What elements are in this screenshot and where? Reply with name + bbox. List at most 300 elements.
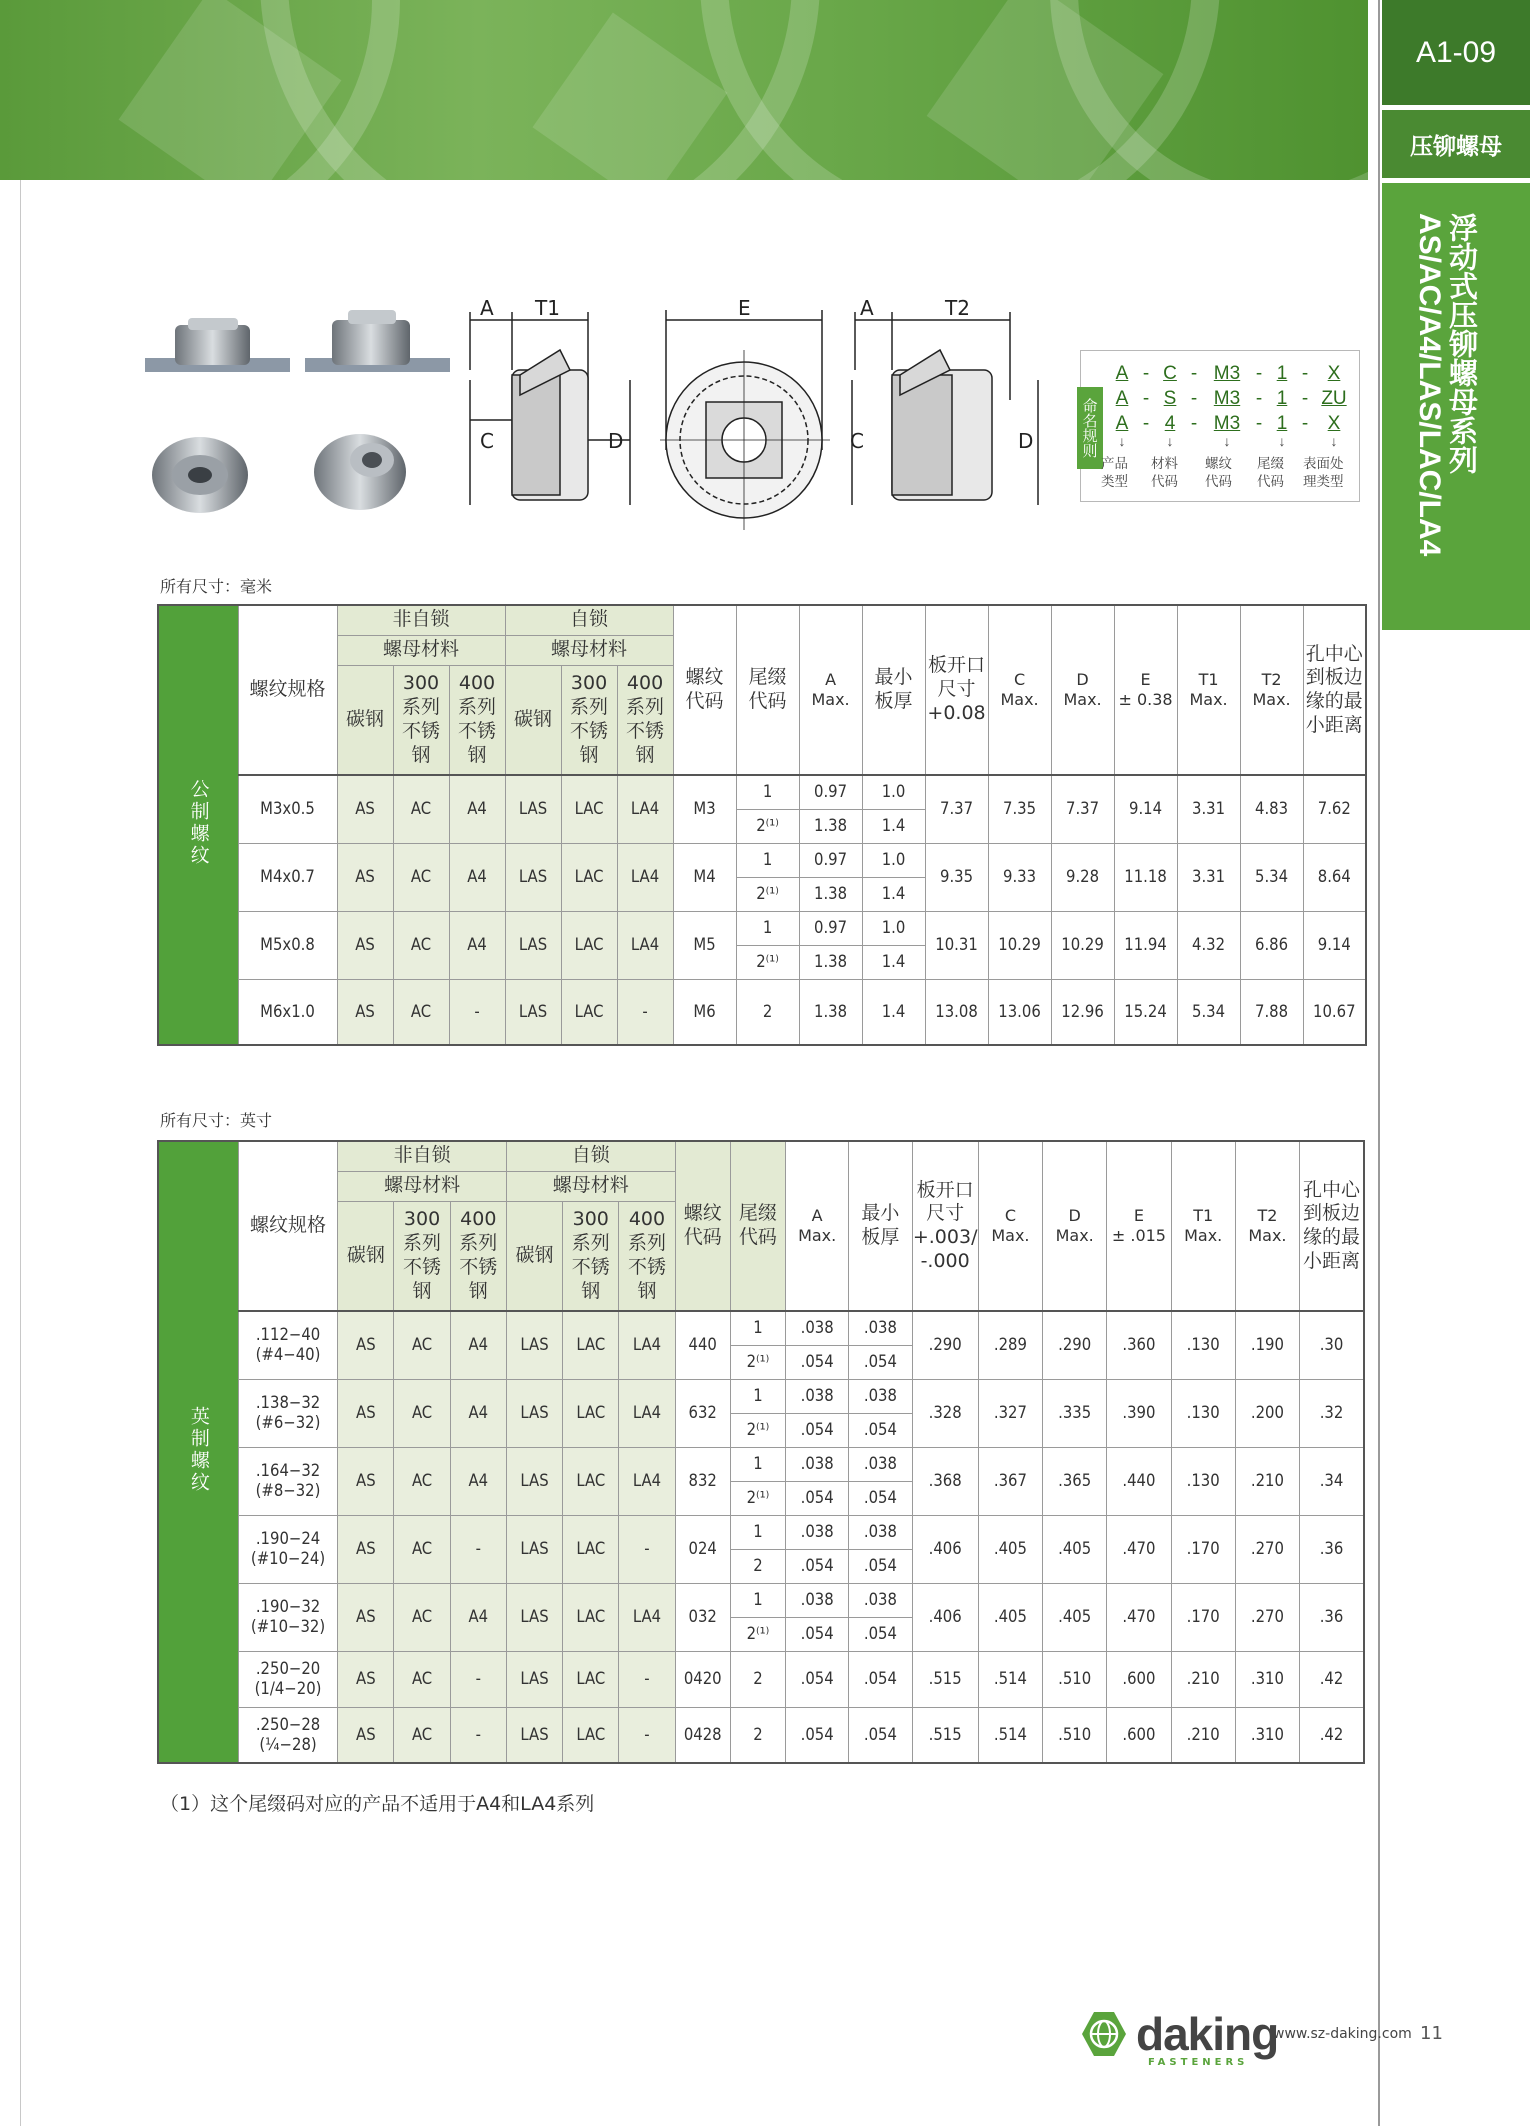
row-t2: .310 bbox=[1235, 1651, 1299, 1707]
row-suffix: 1 bbox=[730, 1379, 785, 1413]
front-view-drawing bbox=[660, 310, 830, 530]
row-part-la4: LA4 bbox=[619, 1379, 675, 1447]
row-suffix: 2⁽¹⁾ bbox=[730, 1345, 785, 1379]
row-suffix: 1 bbox=[730, 1583, 785, 1617]
row-c: .367 bbox=[978, 1447, 1042, 1515]
row-a-max: 0.97 bbox=[799, 843, 862, 877]
row-part-lac: LAC bbox=[563, 1515, 619, 1583]
row-t2: 6.86 bbox=[1240, 911, 1303, 979]
header-d-max: D Max. bbox=[1043, 1141, 1107, 1311]
row-min-sheet: .038 bbox=[849, 1379, 912, 1413]
row-part-las: LAS bbox=[505, 979, 561, 1045]
header-material-nonlock: 螺母材料 bbox=[337, 635, 505, 665]
row-edge: .36 bbox=[1300, 1583, 1364, 1651]
naming-rule-row bbox=[1111, 413, 1351, 435]
row-thread-code: 032 bbox=[675, 1583, 730, 1651]
header-t1-max: T1 Max. bbox=[1177, 605, 1240, 775]
row-a-max: 1.38 bbox=[799, 809, 862, 843]
row-part-las: LAS bbox=[506, 1379, 562, 1447]
brand-name: daking bbox=[1136, 2008, 1279, 2060]
row-c: .405 bbox=[978, 1583, 1042, 1651]
row-part-a4: A4 bbox=[450, 1311, 506, 1379]
row-d: .510 bbox=[1043, 1651, 1107, 1707]
row-part-la4: - bbox=[619, 1515, 675, 1583]
row-t1: .130 bbox=[1171, 1379, 1235, 1447]
side-label-text: 公制螺纹 bbox=[187, 778, 210, 867]
row-min-sheet: .054 bbox=[849, 1481, 912, 1515]
naming-token: - bbox=[1301, 388, 1309, 409]
row-part-las: LAS bbox=[505, 911, 561, 979]
row-part-la4: LA4 bbox=[617, 843, 673, 911]
row-edge: 7.62 bbox=[1303, 775, 1366, 843]
series-codes: AS/AC/A4/LAS/LAC/LA4 bbox=[1413, 213, 1446, 557]
row-t1: .130 bbox=[1171, 1311, 1235, 1379]
brand-sub: FASTENERS bbox=[1148, 2057, 1249, 2068]
header-material-s300: 300 系列 不锈 钢 bbox=[561, 665, 617, 775]
row-thread-code: 440 bbox=[675, 1311, 730, 1379]
row-t1: 4.32 bbox=[1177, 911, 1240, 979]
header-thread-spec: 螺纹规格 bbox=[238, 605, 337, 775]
header-d-max: D Max. bbox=[1051, 605, 1114, 775]
row-part-a4: A4 bbox=[450, 1379, 506, 1447]
row-edge: .32 bbox=[1300, 1379, 1364, 1447]
row-e: .470 bbox=[1107, 1583, 1171, 1651]
row-part-as: AS bbox=[338, 1651, 394, 1707]
row-c: 13.06 bbox=[988, 979, 1051, 1045]
row-suffix: 1 bbox=[736, 911, 799, 945]
row-part-la4: - bbox=[619, 1651, 675, 1707]
header-min-sheet: 最小 板厚 bbox=[849, 1141, 912, 1311]
row-min-sheet: .038 bbox=[849, 1515, 912, 1549]
row-edge: .34 bbox=[1300, 1447, 1364, 1515]
row-e: .470 bbox=[1107, 1515, 1171, 1583]
row-a-max: .038 bbox=[786, 1379, 849, 1413]
row-c: .327 bbox=[978, 1379, 1042, 1447]
row-suffix: 2 bbox=[730, 1707, 785, 1763]
row-part-as: AS bbox=[337, 775, 393, 843]
section-drawing-1 bbox=[470, 312, 630, 505]
row-a-max: 1.38 bbox=[799, 979, 862, 1045]
row-min-sheet: 1.0 bbox=[862, 911, 925, 945]
row-min-sheet: .054 bbox=[849, 1549, 912, 1583]
row-part-as: AS bbox=[338, 1379, 394, 1447]
imperial-spec-table bbox=[157, 1140, 1365, 1764]
header-material-s300: 300 系列 不锈 钢 bbox=[394, 1201, 450, 1311]
header-edge-distance: 孔中心 到板边 缘的最 小距离 bbox=[1300, 1141, 1364, 1311]
naming-token: 1 bbox=[1276, 388, 1288, 409]
row-part-ac: AC bbox=[393, 911, 449, 979]
row-part-las: LAS bbox=[506, 1583, 562, 1651]
imperial-unit-note: 所有尺寸：英寸 bbox=[160, 1111, 273, 1130]
row-min-sheet: .054 bbox=[849, 1413, 912, 1447]
row-part-las: LAS bbox=[506, 1447, 562, 1515]
naming-arrows bbox=[1111, 433, 1351, 449]
label-t1: T1 bbox=[535, 296, 560, 320]
row-part-lac: LAC bbox=[561, 843, 617, 911]
row-suffix: 2⁽¹⁾ bbox=[736, 877, 799, 911]
naming-token: - bbox=[1190, 363, 1198, 384]
product-drawings bbox=[140, 280, 1080, 540]
label-e: E bbox=[738, 296, 751, 320]
row-part-as: AS bbox=[338, 1707, 394, 1763]
row-part-a4: A4 bbox=[450, 1447, 506, 1515]
row-a-max: .054 bbox=[786, 1481, 849, 1515]
row-hole: .515 bbox=[912, 1707, 978, 1763]
header-material-s300: 300 系列 不锈 钢 bbox=[563, 1201, 619, 1311]
row-suffix: 2⁽¹⁾ bbox=[730, 1481, 785, 1515]
side-label-text: 英制螺纹 bbox=[187, 1405, 210, 1494]
row-a-max: .038 bbox=[786, 1583, 849, 1617]
row-part-as: AS bbox=[338, 1583, 394, 1651]
label-d-2: D bbox=[1018, 429, 1034, 453]
page-code: A1-09 bbox=[1382, 0, 1530, 105]
row-min-sheet: .038 bbox=[849, 1447, 912, 1481]
header-c-max: C Max. bbox=[988, 605, 1051, 775]
row-thread-spec: M4x0.7 bbox=[238, 843, 337, 911]
row-min-sheet: .038 bbox=[849, 1583, 912, 1617]
row-d: .365 bbox=[1043, 1447, 1107, 1515]
row-t1: 3.31 bbox=[1177, 843, 1240, 911]
side-divider bbox=[1378, 0, 1380, 2126]
header-suffix-code: 尾缀 代码 bbox=[736, 605, 799, 775]
row-a-max: .054 bbox=[786, 1345, 849, 1379]
row-part-las: LAS bbox=[506, 1515, 562, 1583]
header-material-lock: 螺母材料 bbox=[506, 1171, 675, 1201]
row-t2: 5.34 bbox=[1240, 843, 1303, 911]
row-e: 15.24 bbox=[1114, 979, 1177, 1045]
down-arrow-icon bbox=[1133, 433, 1159, 449]
series-title-panel bbox=[1382, 183, 1530, 630]
down-arrow-icon: ↓ bbox=[1278, 433, 1286, 449]
header-material-nonlock: 螺母材料 bbox=[338, 1171, 507, 1201]
row-part-a4: - bbox=[449, 979, 505, 1045]
header-suffix-code: 尾缀 代码 bbox=[730, 1141, 785, 1311]
header-e: E ± 0.38 bbox=[1114, 605, 1177, 775]
naming-token: - bbox=[1301, 413, 1309, 434]
row-t2: 7.88 bbox=[1240, 979, 1303, 1045]
row-min-sheet: 1.4 bbox=[862, 979, 925, 1045]
header-hole-size: 板开口 尺寸 +0.08 bbox=[925, 605, 988, 775]
header-material-s400: 400 系列 不锈 钢 bbox=[619, 1201, 675, 1311]
row-suffix: 2⁽¹⁾ bbox=[736, 809, 799, 843]
row-edge: .30 bbox=[1300, 1311, 1364, 1379]
row-suffix: 2⁽¹⁾ bbox=[730, 1617, 785, 1651]
row-t1: .210 bbox=[1171, 1651, 1235, 1707]
naming-token: X bbox=[1327, 363, 1341, 384]
row-edge: .36 bbox=[1300, 1515, 1364, 1583]
row-d: 7.37 bbox=[1051, 775, 1114, 843]
row-part-las: LAS bbox=[506, 1707, 562, 1763]
row-suffix: 1 bbox=[736, 775, 799, 809]
header-material-s400: 400 系列 不锈 钢 bbox=[450, 1201, 506, 1311]
row-c: 9.33 bbox=[988, 843, 1051, 911]
metric-spec-table bbox=[157, 604, 1367, 1046]
row-thread-code: 0428 bbox=[675, 1707, 730, 1763]
row-part-la4: - bbox=[617, 979, 673, 1045]
row-a-max: 0.97 bbox=[799, 911, 862, 945]
row-c: 10.29 bbox=[988, 911, 1051, 979]
row-a-max: 0.97 bbox=[799, 775, 862, 809]
header-material-lock: 螺母材料 bbox=[505, 635, 673, 665]
row-t2: .190 bbox=[1235, 1311, 1299, 1379]
row-hole: .328 bbox=[912, 1379, 978, 1447]
row-a-max: .054 bbox=[786, 1413, 849, 1447]
row-part-ac: AC bbox=[394, 1651, 450, 1707]
row-suffix: 2 bbox=[730, 1549, 785, 1583]
website-url[interactable]: www.sz-daking.com bbox=[1273, 2026, 1412, 2042]
row-suffix: 2 bbox=[736, 979, 799, 1045]
naming-label: 表面处 理类型 bbox=[1303, 456, 1344, 490]
naming-token: 4 bbox=[1164, 413, 1176, 434]
header-locking: 自锁 bbox=[505, 605, 673, 635]
row-hole: .290 bbox=[912, 1311, 978, 1379]
row-e: .360 bbox=[1107, 1311, 1171, 1379]
row-a-max: 1.38 bbox=[799, 877, 862, 911]
row-part-a4: A4 bbox=[449, 775, 505, 843]
row-part-la4: - bbox=[619, 1707, 675, 1763]
row-part-la4: LA4 bbox=[619, 1447, 675, 1515]
row-c: 7.35 bbox=[988, 775, 1051, 843]
row-part-ac: AC bbox=[394, 1379, 450, 1447]
row-min-sheet: 1.0 bbox=[862, 843, 925, 877]
row-part-ac: AC bbox=[394, 1583, 450, 1651]
row-min-sheet: .038 bbox=[849, 1311, 912, 1345]
row-t1: .210 bbox=[1171, 1707, 1235, 1763]
row-edge: 9.14 bbox=[1303, 911, 1366, 979]
row-thread-spec: M6x1.0 bbox=[238, 979, 337, 1045]
row-t1: .130 bbox=[1171, 1447, 1235, 1515]
naming-token: ZU bbox=[1321, 388, 1347, 409]
header-material-s400: 400 系列 不锈 钢 bbox=[449, 665, 505, 775]
row-thread-spec: .112−40 (#4−40) bbox=[238, 1311, 337, 1379]
thread-type-side-label bbox=[158, 605, 238, 1045]
header-material-carbon: 碳钢 bbox=[337, 665, 393, 775]
series-title: 浮动式压铆螺母系列 bbox=[1445, 213, 1479, 474]
row-part-lac: LAC bbox=[563, 1707, 619, 1763]
row-suffix: 2⁽¹⁾ bbox=[736, 945, 799, 979]
row-a-max: 1.38 bbox=[799, 945, 862, 979]
row-thread-code: 632 bbox=[675, 1379, 730, 1447]
row-thread-spec: .190−24 (#10−24) bbox=[238, 1515, 337, 1583]
naming-token: M3 bbox=[1213, 413, 1241, 434]
row-t2: 4.83 bbox=[1240, 775, 1303, 843]
header-material-carbon: 碳钢 bbox=[338, 1201, 394, 1311]
row-part-las: LAS bbox=[505, 843, 561, 911]
row-thread-spec: .250−28 (¼−28) bbox=[238, 1707, 337, 1763]
row-part-ac: AC bbox=[393, 979, 449, 1045]
row-part-lac: LAC bbox=[563, 1583, 619, 1651]
row-e: .390 bbox=[1107, 1379, 1171, 1447]
naming-token: - bbox=[1190, 413, 1198, 434]
down-arrow-icon: ↓ bbox=[1223, 433, 1231, 449]
row-a-max: .054 bbox=[786, 1617, 849, 1651]
down-arrow-icon: ↓ bbox=[1330, 433, 1338, 449]
row-a-max: .054 bbox=[786, 1651, 849, 1707]
header-thread-spec: 螺纹规格 bbox=[238, 1141, 337, 1311]
row-suffix: 1 bbox=[730, 1515, 785, 1549]
row-a-max: .054 bbox=[786, 1549, 849, 1583]
row-a-max: .054 bbox=[786, 1707, 849, 1763]
row-part-ac: AC bbox=[394, 1447, 450, 1515]
naming-label: 螺纹 代码 bbox=[1205, 456, 1232, 490]
row-thread-code: 0420 bbox=[675, 1651, 730, 1707]
naming-token: M3 bbox=[1213, 388, 1241, 409]
product-photo-bottom bbox=[152, 437, 248, 513]
row-d: .335 bbox=[1043, 1379, 1107, 1447]
label-a-1: A bbox=[480, 296, 494, 320]
row-e: 9.14 bbox=[1114, 775, 1177, 843]
row-suffix: 2⁽¹⁾ bbox=[730, 1413, 785, 1447]
row-t2: .200 bbox=[1235, 1379, 1299, 1447]
row-part-a4: A4 bbox=[449, 911, 505, 979]
row-c: .514 bbox=[978, 1651, 1042, 1707]
naming-token: A bbox=[1115, 388, 1129, 409]
row-min-sheet: .054 bbox=[849, 1651, 912, 1707]
row-part-lac: LAC bbox=[563, 1447, 619, 1515]
header-e: E ± .015 bbox=[1107, 1141, 1171, 1311]
row-edge: .42 bbox=[1300, 1707, 1364, 1763]
row-suffix: 1 bbox=[730, 1311, 785, 1345]
row-t1: .170 bbox=[1171, 1583, 1235, 1651]
naming-token: - bbox=[1142, 363, 1150, 384]
row-e: .440 bbox=[1107, 1447, 1171, 1515]
row-e: 11.18 bbox=[1114, 843, 1177, 911]
down-arrow-icon: ↓ bbox=[1118, 433, 1126, 449]
row-thread-code: M4 bbox=[673, 843, 736, 911]
section-drawing-2 bbox=[852, 312, 1038, 505]
thread-type-side-label bbox=[158, 1141, 238, 1763]
header-t2-max: T2 Max. bbox=[1240, 605, 1303, 775]
row-d: .405 bbox=[1043, 1515, 1107, 1583]
row-thread-spec: .250−20 (1/4−20) bbox=[238, 1651, 337, 1707]
row-a-max: .038 bbox=[786, 1447, 849, 1481]
row-part-lac: LAC bbox=[563, 1379, 619, 1447]
row-t2: .310 bbox=[1235, 1707, 1299, 1763]
label-t2: T2 bbox=[945, 296, 970, 320]
row-d: .290 bbox=[1043, 1311, 1107, 1379]
row-part-lac: LAC bbox=[561, 775, 617, 843]
row-min-sheet: 1.4 bbox=[862, 945, 925, 979]
row-part-ac: AC bbox=[393, 843, 449, 911]
row-hole: 10.31 bbox=[925, 911, 988, 979]
row-t2: .210 bbox=[1235, 1447, 1299, 1515]
row-part-la4: LA4 bbox=[619, 1583, 675, 1651]
row-part-a4: A4 bbox=[449, 843, 505, 911]
row-part-ac: AC bbox=[394, 1311, 450, 1379]
naming-token: A bbox=[1115, 413, 1129, 434]
down-arrow-icon: ↓ bbox=[1166, 433, 1174, 449]
row-e: .600 bbox=[1107, 1651, 1171, 1707]
row-thread-code: M5 bbox=[673, 911, 736, 979]
row-thread-spec: M5x0.8 bbox=[238, 911, 337, 979]
header-c-max: C Max. bbox=[978, 1141, 1042, 1311]
row-d: .510 bbox=[1043, 1707, 1107, 1763]
header-hole-size: 板开口 尺寸 +.003/ -.000 bbox=[912, 1141, 978, 1311]
row-e: 11.94 bbox=[1114, 911, 1177, 979]
row-edge: .42 bbox=[1300, 1651, 1364, 1707]
down-arrow-icon bbox=[1247, 433, 1271, 449]
row-hole: 13.08 bbox=[925, 979, 988, 1045]
naming-token: - bbox=[1301, 363, 1309, 384]
daking-logo bbox=[1080, 2008, 1279, 2068]
header-non-locking: 非自锁 bbox=[337, 605, 505, 635]
naming-token: - bbox=[1255, 388, 1263, 409]
row-t1: .170 bbox=[1171, 1515, 1235, 1583]
row-d: .405 bbox=[1043, 1583, 1107, 1651]
row-hole: 9.35 bbox=[925, 843, 988, 911]
header-thread-code: 螺纹 代码 bbox=[673, 605, 736, 775]
row-suffix: 2 bbox=[730, 1651, 785, 1707]
row-thread-code: M6 bbox=[673, 979, 736, 1045]
row-thread-spec: M3x0.5 bbox=[238, 775, 337, 843]
row-hole: .515 bbox=[912, 1651, 978, 1707]
header-material-s300: 300 系列 不锈 钢 bbox=[393, 665, 449, 775]
row-thread-code: 832 bbox=[675, 1447, 730, 1515]
naming-token: X bbox=[1327, 413, 1341, 434]
naming-token: - bbox=[1190, 388, 1198, 409]
product-photo-top bbox=[314, 434, 406, 510]
row-min-sheet: 1.4 bbox=[862, 809, 925, 843]
row-d: 9.28 bbox=[1051, 843, 1114, 911]
label-d-1: D bbox=[608, 429, 624, 453]
row-a-max: .038 bbox=[786, 1515, 849, 1549]
left-margin-line bbox=[20, 180, 21, 2126]
row-part-las: LAS bbox=[506, 1311, 562, 1379]
naming-rule-box bbox=[1080, 350, 1360, 502]
header-a-max: A Max. bbox=[786, 1141, 849, 1311]
row-edge: 8.64 bbox=[1303, 843, 1366, 911]
naming-token: - bbox=[1142, 413, 1150, 434]
naming-token: M3 bbox=[1213, 363, 1241, 384]
naming-token: C bbox=[1163, 363, 1177, 384]
row-part-la4: LA4 bbox=[617, 775, 673, 843]
row-part-as: AS bbox=[337, 911, 393, 979]
row-part-a4: - bbox=[450, 1651, 506, 1707]
row-part-a4: A4 bbox=[450, 1583, 506, 1651]
row-d: 12.96 bbox=[1051, 979, 1114, 1045]
row-c: .289 bbox=[978, 1311, 1042, 1379]
row-edge: 10.67 bbox=[1303, 979, 1366, 1045]
naming-token: 1 bbox=[1276, 413, 1288, 434]
row-part-as: AS bbox=[337, 843, 393, 911]
row-t1: 3.31 bbox=[1177, 775, 1240, 843]
row-thread-spec: .164−32 (#8−32) bbox=[238, 1447, 337, 1515]
row-c: .405 bbox=[978, 1515, 1042, 1583]
row-thread-spec: .190−32 (#10−32) bbox=[238, 1583, 337, 1651]
naming-token: S bbox=[1163, 388, 1177, 409]
row-part-as: AS bbox=[337, 979, 393, 1045]
row-hole: .406 bbox=[912, 1515, 978, 1583]
label-c-1: C bbox=[480, 429, 494, 453]
row-c: .514 bbox=[978, 1707, 1042, 1763]
naming-token: - bbox=[1255, 413, 1263, 434]
header-material-carbon: 碳钢 bbox=[506, 1201, 562, 1311]
header-t1-max: T1 Max. bbox=[1171, 1141, 1235, 1311]
naming-label: 产品 类型 bbox=[1101, 456, 1128, 490]
category-label: 压铆螺母 bbox=[1382, 110, 1530, 178]
product-photo-installed-1 bbox=[145, 318, 290, 372]
row-part-las: LAS bbox=[506, 1651, 562, 1707]
naming-rule-row bbox=[1111, 388, 1351, 410]
page-number: 11 bbox=[1420, 2023, 1443, 2044]
footnote: （1）这个尾缀码对应的产品不适用于A4和LA4系列 bbox=[160, 1793, 595, 1815]
row-part-as: AS bbox=[338, 1447, 394, 1515]
row-suffix: 1 bbox=[730, 1447, 785, 1481]
row-d: 10.29 bbox=[1051, 911, 1114, 979]
header-t2-max: T2 Max. bbox=[1235, 1141, 1299, 1311]
down-arrow-icon bbox=[1293, 433, 1317, 449]
header-a-max: A Max. bbox=[799, 605, 862, 775]
